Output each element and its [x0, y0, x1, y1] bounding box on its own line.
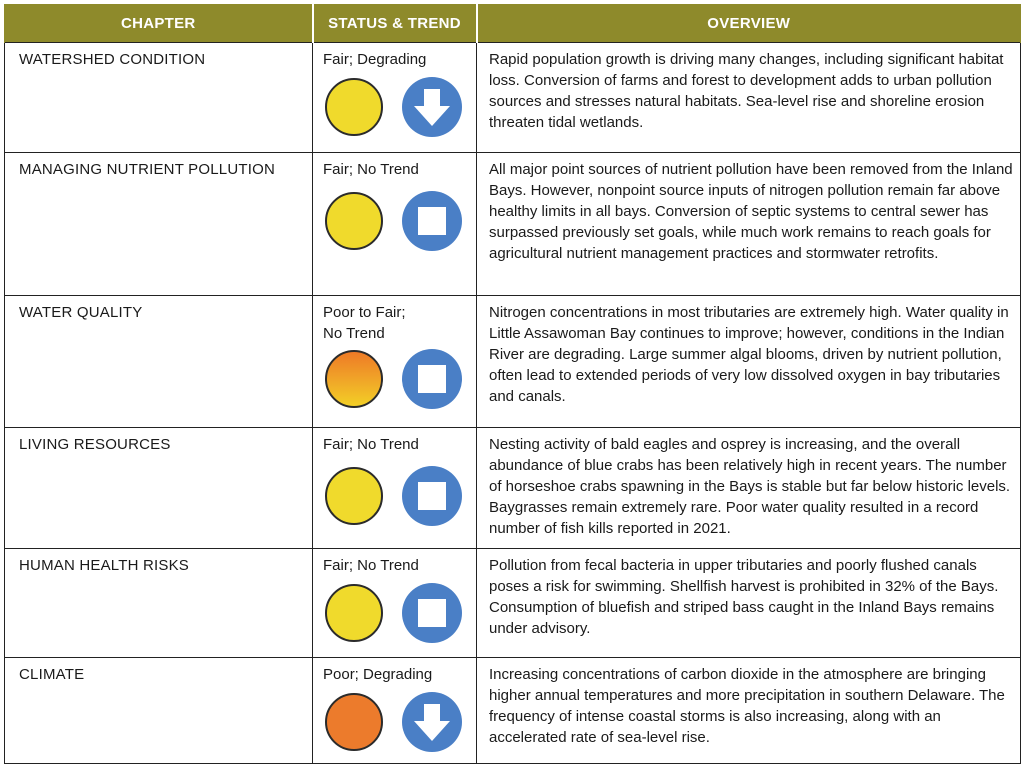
down-arrow-icon [401, 691, 463, 753]
chapter-cell: WATERSHED CONDITION [5, 43, 313, 153]
chapter-cell: WATER QUALITY [5, 296, 313, 427]
no-trend-square-icon [401, 348, 463, 410]
chapter-cell: HUMAN HEALTH RISKS [5, 548, 313, 658]
table-row [5, 43, 1021, 153]
status-cell [313, 43, 477, 153]
status-text-line-1: Poor to Fair; [323, 304, 406, 322]
status-cell [313, 152, 477, 296]
status-trend-table [4, 4, 1021, 764]
status-text: Poor; Degrading [323, 666, 433, 684]
chapter-cell: MANAGING NUTRIENT POLLUTION [5, 152, 313, 296]
overview-cell: Increasing concentrations of carbon dioxide in the atmosphere are bringing higher annual temperatures and more precipitation in southern Delaware. The frequency of intense coastal storms is also increasing, along with an accelerated rate of sea-level rise. [477, 658, 1021, 764]
poor-to-fair-gradient-circle-icon [325, 350, 383, 408]
down-arrow-icon [401, 76, 463, 138]
fair-yellow-circle-icon [325, 467, 383, 525]
overview-cell: All major point sources of nutrient pollution have been removed from the Inland Bays. However, nonpoint source inputs of nitrogen pollution remain far above healthy limits in all bays. Conversion of septic systems to central sewer has surpassed previously set goals, while much work remains to reach goals for agricultural nutrient management practices and stormwater retrofits. [477, 152, 1021, 296]
status-cell [313, 658, 477, 764]
overview-cell: Rapid population growth is driving many changes, including significant habitat loss. Conversion of farms and forest to development adds to urban pollution sources and stresses natural habitats. Sea-level rise and shoreline erosion threaten tidal wetlands. [477, 43, 1021, 153]
fair-yellow-circle-icon [325, 584, 383, 642]
overview-cell: Nitrogen concentrations in most tributaries are extremely high. Water quality in Little Assawoman Bay continues to improve; however, conditions in the Indian River are degrading. Large summer algal blooms, driven by nutrient pollution, often lead to extended periods of very low dissolved oxygen in bay tributaries and canals. [477, 296, 1021, 427]
poor-orange-circle-icon [325, 693, 383, 751]
table-row [5, 548, 1021, 658]
no-trend-square-icon [401, 582, 463, 644]
status-text: Fair; No Trend [323, 556, 419, 574]
fair-yellow-circle-icon [325, 78, 383, 136]
overview-cell: Nesting activity of bald eagles and osprey is increasing, and the overall abundance of blue crabs has been relatively high in recent years. The number of horseshoe crabs spawning in the Bays is stable but far below historic levels. Baygrasses remain extremely rare. Poor water quality resulted in a record number of fish kills reported in 2021. [477, 427, 1021, 548]
status-text-line-2: No Trend [323, 325, 385, 343]
chapter-cell: LIVING RESOURCES [5, 427, 313, 548]
status-text: Fair; Degrading [323, 51, 427, 68]
status-text: Fair; No Trend [323, 160, 419, 178]
chapter-cell: CLIMATE [5, 658, 313, 764]
overview-cell: Pollution from fecal bacteria in upper tributaries and poorly flushed canals poses a risk for swimming. Shellfish harvest is prohibited in 32% of the Bays. Consumption of bluefish and striped bass caught in the Inland Bays remains under advisory. [477, 548, 1021, 658]
status-text: Fair; No Trend [323, 435, 419, 453]
status-cell [313, 548, 477, 658]
header-overview: OVERVIEW [477, 4, 1021, 43]
fair-yellow-circle-icon [325, 192, 383, 250]
status-cell [313, 296, 477, 427]
header-row [5, 4, 1021, 43]
table-row [5, 658, 1021, 764]
table-row [5, 152, 1021, 296]
no-trend-square-icon [401, 465, 463, 527]
header-status-trend: STATUS & TREND [313, 4, 477, 43]
header-chapter: CHAPTER [5, 4, 313, 43]
table-row [5, 296, 1021, 427]
table-row [5, 427, 1021, 548]
no-trend-square-icon [401, 190, 463, 252]
status-cell [313, 427, 477, 548]
